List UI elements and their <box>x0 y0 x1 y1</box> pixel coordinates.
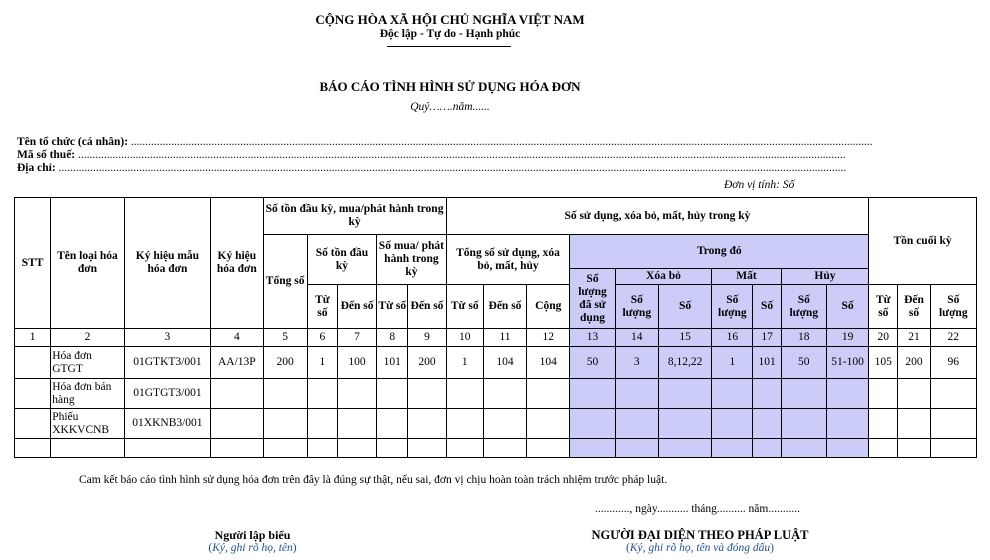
table-cell[interactable]: 01GTGT3/001 <box>124 379 211 409</box>
table-cell[interactable] <box>527 409 570 439</box>
table-cell[interactable] <box>446 409 483 439</box>
column-number-cell: 5 <box>263 329 307 347</box>
table-cell[interactable]: 200 <box>898 347 930 379</box>
unit-note: Đơn vị tính: Số <box>724 179 795 191</box>
table-cell[interactable] <box>570 439 615 458</box>
column-number-cell: 3 <box>124 329 211 347</box>
column-number-cell: 6 <box>307 329 337 347</box>
column-number-cell: 15 <box>658 329 711 347</box>
header-deleted-number: Số <box>658 285 711 329</box>
column-number-cell: 10 <box>446 329 483 347</box>
legal-rep-note-text: Ký, ghi rõ họ, tên và đóng dấu <box>629 542 771 554</box>
table-cell[interactable]: 1 <box>446 347 483 379</box>
table-cell[interactable] <box>869 379 898 409</box>
table-cell[interactable] <box>211 439 263 458</box>
column-number-row <box>15 329 977 347</box>
table-cell[interactable] <box>337 379 376 409</box>
header-opening-stock: Số tồn đầu kỳ <box>307 235 376 285</box>
preparer-note: (Ký, ghi rõ họ, tên) <box>208 542 297 554</box>
table-cell[interactable] <box>408 439 446 458</box>
table-cell[interactable] <box>307 409 337 439</box>
table-cell[interactable] <box>712 379 753 409</box>
table-cell[interactable] <box>570 379 615 409</box>
table-cell[interactable] <box>658 439 711 458</box>
header-cancelled: Hủy <box>781 269 869 285</box>
table-cell[interactable] <box>781 439 826 458</box>
column-number-cell: 22 <box>930 329 976 347</box>
table-cell[interactable] <box>211 379 263 409</box>
header-used-deleted-lost-cancelled: Số sử dụng, xóa bỏ, mất, hủy trong kỳ <box>446 198 869 235</box>
table-cell[interactable] <box>615 379 658 409</box>
table-row <box>15 439 977 458</box>
address-label: Địa chỉ: <box>17 162 56 174</box>
header-used-sum: Cộng <box>527 285 570 329</box>
column-number-cell: 7 <box>337 329 376 347</box>
table-cell[interactable]: 01GTKT3/001 <box>124 347 211 379</box>
header-closing-to: Đến số <box>898 285 930 329</box>
table-cell[interactable] <box>527 379 570 409</box>
column-number-cell: 16 <box>712 329 753 347</box>
table-cell[interactable]: 01XKNB3/001 <box>124 409 211 439</box>
table-cell[interactable] <box>615 439 658 458</box>
table-cell[interactable]: 104 <box>527 347 570 379</box>
header-closing-stock: Tồn cuối kỳ <box>869 198 977 285</box>
table-cell[interactable]: 3 <box>615 347 658 379</box>
column-number-cell: 11 <box>483 329 526 347</box>
date-line[interactable]: ............, ngày........... tháng.......... năm........... <box>595 503 800 515</box>
table-cell[interactable] <box>337 439 376 458</box>
table-cell[interactable] <box>263 439 307 458</box>
table-cell[interactable] <box>753 409 781 439</box>
header-purchase-from: Từ số <box>377 285 408 329</box>
table-cell[interactable] <box>263 379 307 409</box>
report-period: Quý…….năm...... <box>410 101 490 113</box>
table-cell[interactable] <box>658 379 711 409</box>
table-cell[interactable] <box>15 439 51 458</box>
header-lost-number: Số <box>753 285 781 329</box>
table-cell[interactable] <box>898 409 930 439</box>
table-cell[interactable]: 101 <box>753 347 781 379</box>
table-cell[interactable] <box>483 439 526 458</box>
table-cell[interactable]: 50 <box>570 347 615 379</box>
table-cell[interactable]: Hóa đơn GTGT <box>51 347 124 379</box>
table-cell[interactable] <box>898 379 930 409</box>
org-name-field[interactable]: .................................................................................................................................................................................................................................................................. <box>130 136 873 148</box>
header-lost-qty: Số lượng <box>712 285 753 329</box>
legal-rep-title: NGƯỜI ĐẠI DIỆN THEO PHÁP LUẬT <box>591 528 809 542</box>
header-invoice-type: Tên loại hóa đơn <box>51 198 124 329</box>
table-cell[interactable] <box>826 439 868 458</box>
table-cell[interactable] <box>869 439 898 458</box>
table-cell[interactable]: 101 <box>377 347 408 379</box>
table-cell[interactable] <box>898 439 930 458</box>
column-number-cell: 14 <box>615 329 658 347</box>
column-number-cell: 8 <box>377 329 408 347</box>
nation-heading: CỘNG HÒA XÃ HỘI CHỦ NGHĨA VIỆT NAM <box>315 12 585 27</box>
preparer-note-text: Ký, ghi rõ họ, tên <box>212 542 293 554</box>
table-cell[interactable] <box>570 409 615 439</box>
table-cell[interactable] <box>753 439 781 458</box>
header-qty-used: Số lượng đã sử dụng <box>570 269 615 329</box>
column-number-cell: 18 <box>781 329 826 347</box>
table-cell[interactable] <box>377 379 408 409</box>
table-cell[interactable] <box>826 379 868 409</box>
table-row <box>15 409 977 439</box>
column-number-cell: 19 <box>826 329 868 347</box>
table-cell[interactable] <box>446 439 483 458</box>
table-cell[interactable]: Phiếu XKKVCNB <box>51 409 124 439</box>
table-cell[interactable]: 96 <box>930 347 976 379</box>
commitment-statement: Cam kết báo cáo tình hình sử dụng hóa đơn trên đây là đúng sự thật, nếu sai, đơn vị chịu hoàn toàn trách nhiệm trước pháp luật. <box>79 474 668 486</box>
table-cell[interactable] <box>869 409 898 439</box>
header-purchased: Số mua/ phát hành trong kỳ <box>377 235 446 285</box>
header-of-which: Trong đó <box>570 235 869 269</box>
header-deleted: Xóa bỏ <box>615 269 712 285</box>
header-opening-purchased: Số tồn đầu kỳ, mua/phát hành trong kỳ <box>263 198 446 235</box>
table-cell[interactable] <box>15 409 51 439</box>
header-cancelled-qty: Số lượng <box>781 285 826 329</box>
table-row <box>15 379 977 409</box>
address-line <box>17 162 846 174</box>
column-number-cell: 21 <box>898 329 930 347</box>
table-cell[interactable]: 200 <box>408 347 446 379</box>
header-open-to: Đến số <box>337 285 376 329</box>
table-cell[interactable] <box>307 439 337 458</box>
table-cell[interactable] <box>658 409 711 439</box>
table-cell[interactable] <box>51 439 124 458</box>
address-field[interactable]: .................................................................................................................................................................................................................................................................................. <box>58 162 847 174</box>
column-number-cell: 13 <box>570 329 615 347</box>
table-cell[interactable]: 104 <box>483 347 526 379</box>
tax-code-field[interactable]: ........................................................................................................................................................................................................................................................................... <box>78 149 846 161</box>
table-cell[interactable]: 51-100 <box>826 347 868 379</box>
table-cell[interactable] <box>124 439 211 458</box>
tax-code-line <box>17 149 846 161</box>
header-total-used: Tổng số sử dụng, xóa bỏ, mất, hủy <box>446 235 570 285</box>
table-cell[interactable] <box>826 409 868 439</box>
invoice-usage-table <box>14 197 977 458</box>
table-cell[interactable]: Hóa đơn bán hàng <box>51 379 124 409</box>
column-number-cell: 1 <box>15 329 51 347</box>
table-cell[interactable] <box>527 439 570 458</box>
table-cell[interactable] <box>615 409 658 439</box>
table-cell[interactable] <box>446 379 483 409</box>
table-cell[interactable] <box>408 379 446 409</box>
report-title: BÁO CÁO TÌNH HÌNH SỬ DỤNG HÓA ĐƠN <box>319 79 581 94</box>
table-cell[interactable] <box>712 409 753 439</box>
motto-underline <box>387 46 511 47</box>
header-cancelled-number: Số <box>826 285 868 329</box>
legal-rep-note: (Ký, ghi rõ họ, tên và đóng dấu) <box>626 542 774 554</box>
org-name-line <box>17 136 873 148</box>
header-used-from: Từ số <box>446 285 483 329</box>
table-cell[interactable]: 105 <box>869 347 898 379</box>
table-cell[interactable] <box>930 439 976 458</box>
header-closing-qty: Số lượng <box>930 285 976 329</box>
table-cell[interactable] <box>15 379 51 409</box>
motto: Độc lập - Tự do - Hạnh phúc <box>379 28 521 40</box>
table-cell[interactable] <box>930 409 976 439</box>
column-number-cell: 9 <box>408 329 446 347</box>
table-cell[interactable] <box>930 379 976 409</box>
table-cell[interactable]: AA/13P <box>211 347 263 379</box>
table-cell[interactable] <box>781 379 826 409</box>
table-cell[interactable] <box>211 409 263 439</box>
table-cell[interactable] <box>263 409 307 439</box>
table-cell[interactable] <box>781 409 826 439</box>
table-cell[interactable] <box>15 347 51 379</box>
header-stt: STT <box>15 198 51 329</box>
tax-code-label: Mã số thuế: <box>17 149 76 161</box>
header-open-from: Từ số <box>307 285 337 329</box>
header-total: Tổng số <box>263 235 307 329</box>
table-cell[interactable]: 100 <box>337 347 376 379</box>
preparer-title: Người lập biểu <box>214 528 291 542</box>
table-cell[interactable] <box>753 379 781 409</box>
column-number-cell: 12 <box>527 329 570 347</box>
table-cell[interactable] <box>337 409 376 439</box>
header-closing-from: Từ số <box>869 285 898 329</box>
table-cell[interactable] <box>483 379 526 409</box>
table-row <box>15 347 977 379</box>
header-invoice-symbol: Ký hiệu hóa đơn <box>211 198 263 329</box>
table-cell[interactable]: 1 <box>307 347 337 379</box>
table-cell[interactable]: 8,12,22 <box>658 347 711 379</box>
table-cell[interactable] <box>377 439 408 458</box>
org-name-label: Tên tổ chức (cá nhân): <box>17 136 129 148</box>
header-deleted-qty: Số lượng <box>615 285 658 329</box>
table-cell[interactable]: 1 <box>712 347 753 379</box>
column-number-cell: 4 <box>211 329 263 347</box>
table-cell[interactable] <box>307 379 337 409</box>
column-number-cell: 2 <box>51 329 124 347</box>
column-number-cell: 17 <box>753 329 781 347</box>
table-cell[interactable] <box>712 439 753 458</box>
table-cell[interactable] <box>483 409 526 439</box>
column-number-cell: 20 <box>869 329 898 347</box>
table-cell[interactable]: 50 <box>781 347 826 379</box>
header-purchase-to: Đến số <box>408 285 446 329</box>
table-cell[interactable]: 200 <box>263 347 307 379</box>
table-cell[interactable] <box>408 409 446 439</box>
header-used-to: Đến số <box>483 285 526 329</box>
table-cell[interactable] <box>377 409 408 439</box>
header-template-code: Ký hiệu mẫu hóa đơn <box>124 198 211 329</box>
header-lost: Mất <box>712 269 781 285</box>
